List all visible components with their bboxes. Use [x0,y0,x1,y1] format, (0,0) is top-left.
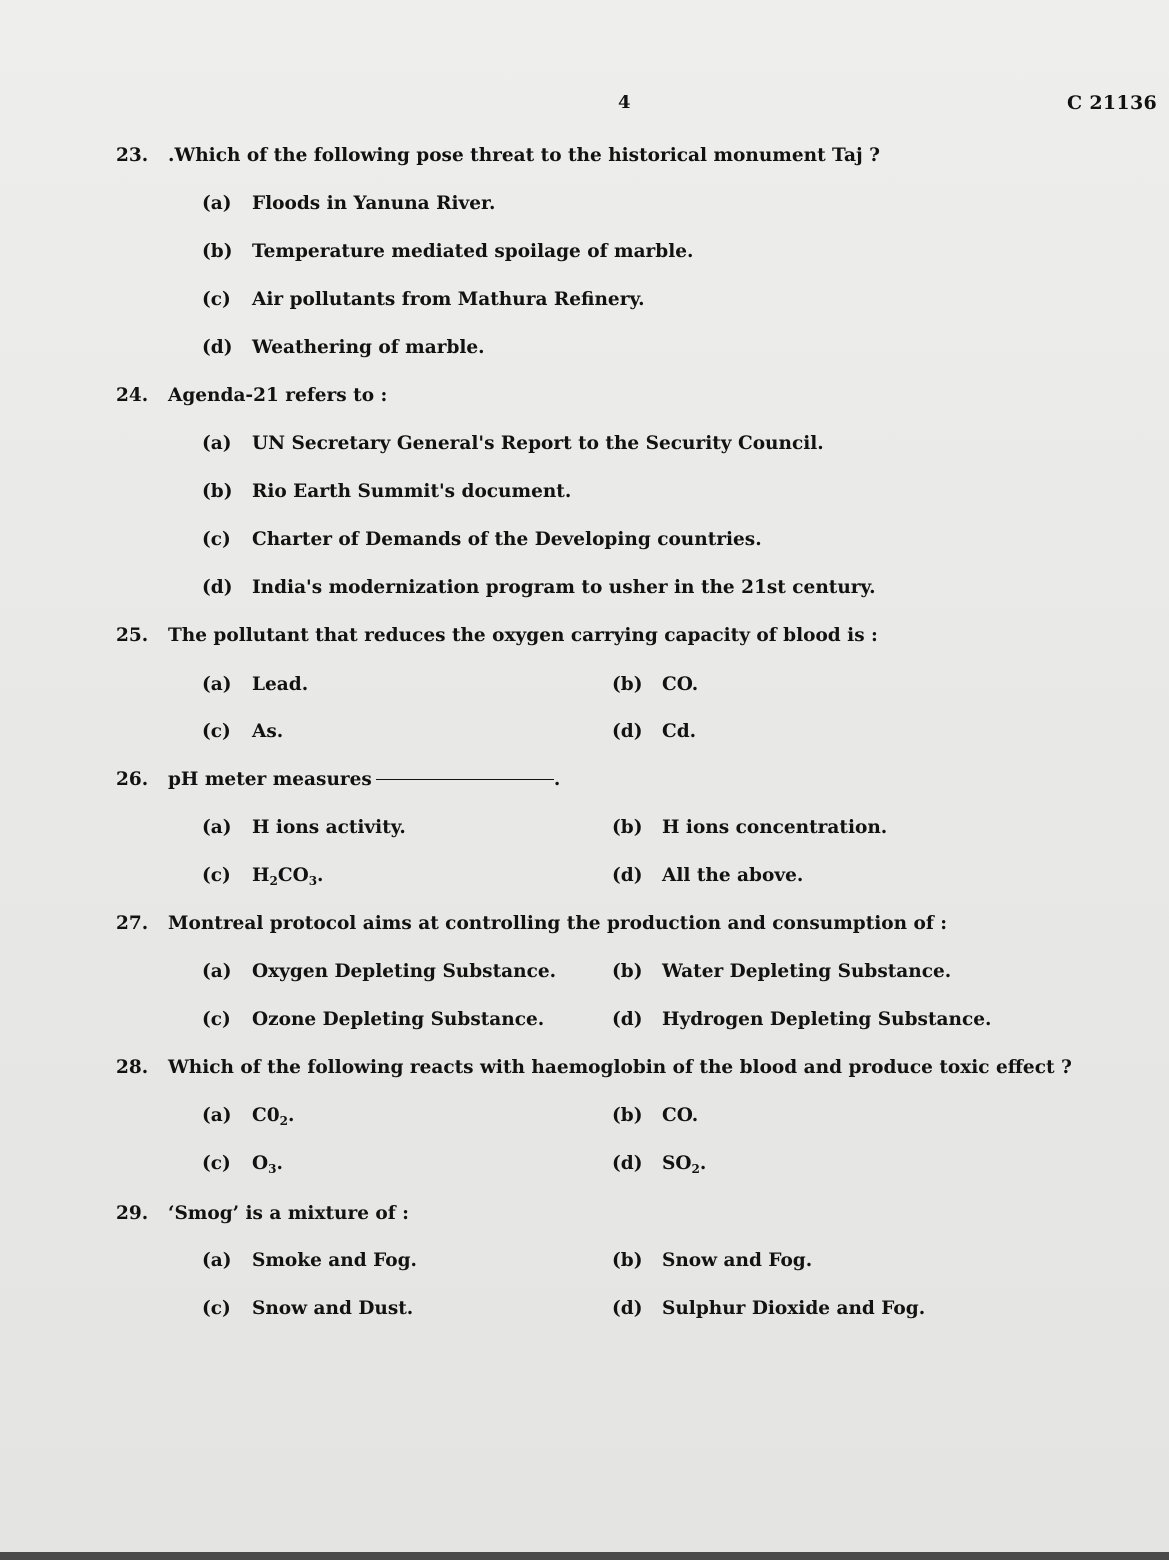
option-text: Sulphur Dioxide and Fog. [662,1298,926,1319]
option-25-b [612,674,698,695]
option-label: (c) [202,1298,231,1319]
option-text: Cd. [662,721,697,742]
question-27 [116,913,947,934]
question-text: Agenda-21 refers to : [168,385,388,406]
option-24-b [202,481,571,502]
option-text: As. [252,721,284,742]
option-text: Water Depleting Substance. [662,961,952,982]
option-label: (c) [202,721,231,742]
formula-subscript: 2 [279,1114,288,1128]
scan-bottom-edge [0,1552,1169,1560]
option-23-a [202,193,496,214]
question-text: Which of the following reacts with haemoglobin of the blood and produce toxic effect ? [168,1057,1072,1078]
option-text: Air pollutants from Mathura Refinery. [252,289,645,310]
formula-text: SO [662,1153,692,1174]
option-25-d [612,721,696,742]
question-number: 25. [116,625,149,646]
option-28-b [612,1105,698,1126]
question-number: 28. [116,1057,149,1078]
option-label: (d) [202,577,233,598]
question-number: 27. [116,913,149,934]
option-text: Smoke and Fog. [252,1250,417,1271]
question-number: 24. [116,385,149,406]
option-text: Rio Earth Summit's document. [252,481,572,502]
option-29-b [612,1250,812,1271]
option-label: (d) [612,1153,643,1174]
option-text: Temperature mediated spoilage of marble. [252,241,694,262]
formula-text: . [317,865,324,886]
option-27-a [202,961,556,982]
option-text: All the above. [662,865,804,886]
option-label: (d) [612,1298,643,1319]
paper-code: C 21136 [1067,92,1157,114]
option-label: (c) [202,1009,231,1030]
question-text: ‘Smog’ is a mixture of : [168,1203,409,1224]
option-24-d [202,577,876,598]
question-25 [116,625,878,646]
option-label: (a) [202,1105,232,1126]
option-28-a [202,1105,294,1128]
option-text: H ions concentration. [662,817,888,838]
option-label: (c) [202,289,231,310]
question-28 [116,1057,1072,1078]
option-label: (b) [612,1250,643,1271]
option-label: (a) [202,961,232,982]
option-text: H ions activity. [252,817,406,838]
option-28-c [202,1153,283,1176]
option-text: Oxygen Depleting Substance. [252,961,557,982]
option-23-c [202,289,645,310]
option-27-b [612,961,951,982]
page-number: 4 [618,92,631,113]
option-24-c [202,529,762,550]
option-text: Charter of Demands of the Developing countries. [252,529,762,550]
option-text: Weathering of marble. [252,337,485,358]
question-26 [116,769,560,790]
option-label: (c) [202,865,231,886]
option-24-a [202,433,824,454]
option-25-a [202,674,308,695]
formula-subscript: 3 [308,874,318,888]
option-26-b [612,817,887,838]
question-number: 23. [116,145,149,166]
option-23-d [202,337,485,358]
option-29-d [612,1298,925,1319]
option-label: (d) [612,721,643,742]
formula-text: . [699,1153,707,1174]
option-label: (c) [202,1153,231,1174]
option-text: UN Secretary General's Report to the Security Council. [252,433,824,454]
formula-text: H [252,865,270,886]
option-26-d [612,865,803,886]
option-label: (d) [202,337,233,358]
question-29 [116,1203,409,1224]
option-label: (c) [202,529,231,550]
question-text: The pollutant that reduces the oxygen carrying capacity of blood is : [168,625,878,646]
option-27-d [612,1009,991,1030]
option-label: (b) [612,817,643,838]
option-text: Lead. [252,674,309,695]
option-text: Hydrogen Depleting Substance. [662,1009,992,1030]
option-label: (b) [202,241,233,262]
option-text: India's modernization program to usher in the 21st century. [252,577,876,598]
option-label: (d) [612,1009,643,1030]
formula-subscript: 2 [269,874,278,888]
formula-subscript: 3 [268,1162,277,1176]
question-text: .Which of the following pose threat to the historical monument Taj ? [168,145,881,166]
question-number: 29. [116,1203,149,1224]
option-29-a [202,1250,417,1271]
option-25-c [202,721,283,742]
question-23 [116,145,880,166]
option-label: (b) [612,961,643,982]
option-29-c [202,1298,413,1319]
option-text: Ozone Depleting Substance. [252,1009,545,1030]
question-number: 26. [116,769,149,790]
option-label: (d) [612,865,643,886]
option-text: Snow and Fog. [662,1250,813,1271]
formula-text: . [287,1105,295,1126]
option-text: CO. [662,1105,699,1126]
option-label: (b) [612,1105,643,1126]
option-label: (a) [202,817,232,838]
option-23-b [202,241,693,262]
option-28-d [612,1153,706,1176]
formula-text: C0 [252,1105,280,1126]
option-text: CO. [662,674,699,695]
formula-text: CO [277,865,309,886]
question-24 [116,385,387,406]
question-text: Montreal protocol aims at controlling the production and consumption of : [168,913,948,934]
formula-subscript: 2 [691,1162,700,1176]
option-text: Floods in Yanuna River. [252,193,496,214]
question-text: pH meter measures [168,769,372,790]
formula-text: . [276,1153,283,1174]
option-label: (b) [612,674,643,695]
fill-in-blank-line [376,779,554,780]
option-27-c [202,1009,544,1030]
question-tail: . [553,769,561,790]
option-label: (a) [202,433,232,454]
option-26-c [202,865,324,888]
option-26-a [202,817,406,838]
formula-text: O [252,1153,269,1174]
option-label: (a) [202,193,232,214]
option-label: (b) [202,481,233,502]
option-label: (a) [202,674,232,695]
option-label: (a) [202,1250,232,1271]
option-text: Snow and Dust. [252,1298,414,1319]
